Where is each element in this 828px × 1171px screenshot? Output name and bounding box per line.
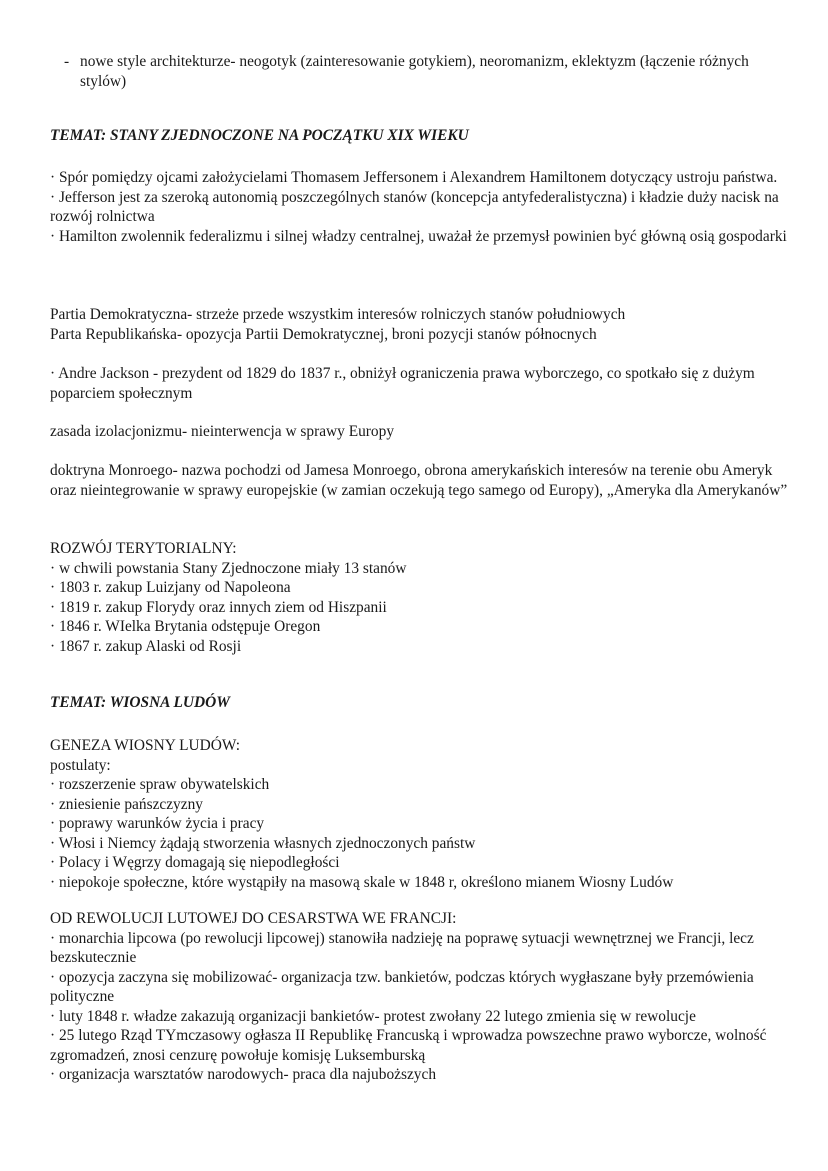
section1-heading-block: [50, 126, 795, 146]
bullet-hamilton: · Hamilton zwolennik federalizmu i silnej władzy centralnej, uważał że przemysł powinien być główną osią gospodarki: [50, 227, 787, 245]
dash-marker: -: [64, 53, 70, 70]
territorial-item: · 1803 r. zakup Luizjany od Napoleona: [50, 579, 291, 596]
territorial-block: [50, 539, 795, 656]
revolution-item: · 25 lutego Rząd TYmczasowy ogłasza II Republikę Francuską i wprowadza powszechne prawo wyborcze, wolność zgromadzeń, znosi cenzurę powołuje komisję Luksemburską: [50, 1027, 767, 1064]
postulate-item: · zniesienie pańszczyzny: [50, 795, 203, 813]
party-democratic: Partia Demokratyczna- strzeże przede wszystkim interesów rolniczych stanów południowych: [50, 306, 626, 323]
section1-bullets: [50, 168, 795, 246]
section1-heading: TEMAT: STANY ZJEDNOCZONE NA POCZĄTKU XIX WIEKU: [50, 127, 469, 144]
intro-list-item: [50, 52, 780, 91]
genesis-heading: GENEZA WIOSNY LUDÓW:: [50, 737, 241, 754]
revolution-heading: OD REWOLUCJI LUTOWEJ DO CESARSTWA WE FRANCJI:: [50, 910, 457, 927]
isolation-block: [50, 422, 795, 442]
revolution-item: · luty 1848 r. władze zakazują organizacji bankietów- protest zwołany 22 lutego zmienia się w rewolucje: [50, 1007, 696, 1025]
isolation-principle: zasada izolacjonizmu- nieinterwencja w sprawy Europy: [50, 423, 395, 440]
monroe-block: [50, 461, 795, 500]
bullet-jackson: · Andre Jackson - prezydent od 1829 do 1837 r., obniżył ograniczenia prawa wyborczego, co spotkało się z dużym poparciem społecznym: [50, 365, 755, 402]
postulate-item: · niepokoje społeczne, które wystąpiły na masową skale w 1848 r, określono mianem Wiosny Ludów: [50, 873, 674, 891]
territorial-heading: ROZWÓJ TERYTORIALNY:: [50, 540, 237, 557]
monroe-doctrine: doktryna Monroego- nazwa pochodzi od Jamesa Monroego, obrona amerykańskich interesów na terenie obu Ameryk oraz nieintegrowanie w sprawy europejskie (w zamian oczekują tego samego od Europy), „Ameryka dla Amerykanów”: [50, 462, 788, 499]
genesis-block: [50, 736, 795, 892]
bullet-jefferson: · Jefferson jest za szeroką autonomią poszczególnych stanów (koncepcja antyfederalistyczna) i kładzie duży nacisk na rozwój rolnictwa: [50, 188, 779, 225]
section2-heading: TEMAT: WIOSNA LUDÓW: [50, 694, 230, 711]
territorial-item: · 1867 r. zakup Alaski od Rosji: [50, 637, 242, 655]
territorial-item: · 1846 r. WIelka Brytania odstępuje Oregon: [50, 618, 321, 635]
revolution-block: [50, 909, 795, 1085]
postulate-item: · poprawy warunków życia i pracy: [50, 815, 265, 832]
bullet-dispute: · Spór pomiędzy ojcami założycielami Thomasem Jeffersonem i Alexandrem Hamiltonem dotyczący ustroju państwa.: [50, 169, 778, 186]
revolution-item: · organizacja warsztatów narodowych- praca dla najuboższych: [50, 1066, 437, 1083]
territorial-item: · w chwili powstania Stany Zjednoczone miały 13 stanów: [50, 559, 407, 577]
revolution-item: · opozycja zaczyna się mobilizować- organizacja tzw. bankietów, podczas których wygłaszane były przemówienia polityczne: [50, 968, 754, 1005]
postulate-item: · Polacy i Węgrzy domagają się niepodległości: [50, 854, 340, 871]
postulates-label: postulaty:: [50, 756, 111, 774]
parties-block: [50, 305, 795, 344]
section2-heading-block: [50, 693, 795, 713]
jackson-block: [50, 364, 795, 403]
party-republican: Parta Republikańska- opozycja Partii Demokratycznej, broni pozycji stanów północnych: [50, 325, 597, 343]
postulate-item: · Włosi i Niemcy żądają stworzenia własnych zjednoczonych państw: [50, 834, 476, 852]
territorial-item: · 1819 r. zakup Florydy oraz innych ziem od Hiszpanii: [50, 598, 387, 616]
revolution-item: · monarchia lipcowa (po rewolucji lipcowej) stanowiła nadzieję na poprawę sytuacji wewnętrznej we Francji, lecz bezskutecznie: [50, 929, 754, 966]
intro-text: nowe style architekturze- neogotyk (zainteresowanie gotykiem), neoromanizm, eklektyzm (łączenie różnych stylów): [80, 53, 749, 90]
postulate-item: · rozszerzenie spraw obywatelskich: [50, 776, 270, 793]
